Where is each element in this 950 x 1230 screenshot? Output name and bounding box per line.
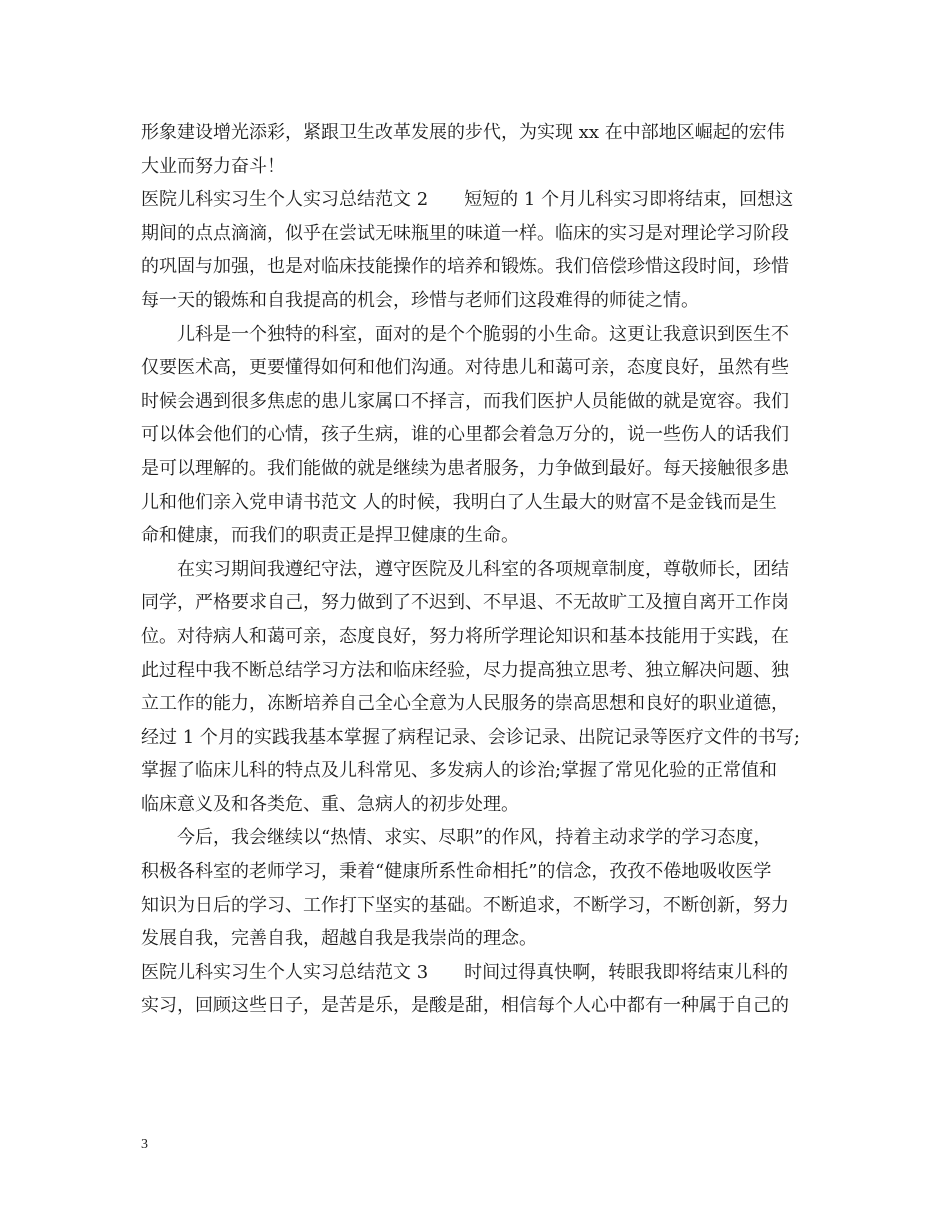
page-number: 3 (141, 1137, 148, 1152)
page-body (141, 116, 821, 1023)
text-line: 积极各科室的老师学习，秉着“健康所系性命相托”的信念，孜孜不倦地吸收医学 (141, 861, 772, 883)
text-line: 医院儿科实习生个人实习总结范文 3 时间过得真快啊，转眼我即将结束儿科的 (141, 961, 789, 983)
text-line: 每一天的锻炼和自我提高的机会，珍惜与老师们这段难得的师徒之情。 (141, 289, 699, 311)
text-line: 位。对待病人和蔼可亲，态度良好，努力将所学理论知识和基本技能用于实践，在 (141, 625, 789, 647)
text-line: 同学，严格要求自己，努力做到了不迟到、不早退、不无故旷工及擅自离开工作岗 (141, 592, 789, 614)
text-line: 临床意义及和各类危、重、急病人的初步处理。 (141, 793, 519, 815)
text-line: 可以体会他们的心情，孩子生病，谁的心里都会着急万分的，说一些伤人的话我们 (141, 424, 789, 446)
text-line: 命和健康，而我们的职责正是捍卫健康的生命。 (141, 525, 519, 547)
text-line: 时候会遇到很多焦虑的患儿家属口不择言，而我们医护人员能做的就是宽容。我们 (141, 390, 789, 412)
text-line: 经过 1 个月的实践我基本掌握了病程记录、会诊记录、出院记录等医疗文件的书写; (141, 726, 800, 748)
text-line: 期间的点点滴滴，似乎在尝试无味瓶里的味道一样。临床的实习是对理论学习阶段 (141, 222, 789, 244)
text-line: 儿和他们亲入党申请书范文 人的时候，我明白了人生最大的财富不是金钱而是生 (141, 491, 777, 513)
text-line: 大业而努力奋斗！ (141, 155, 285, 177)
text-line: 此过程中我不断总结学习方法和临床经验，尽力提高独立思考、独立解决问题、独 (141, 659, 789, 681)
text-line: 儿科是一个独特的科室，面对的是个个脆弱的小生命。这更让我意识到医生不 (141, 323, 789, 345)
text-line: 实习，回顾这些日子，是苦是乐，是酸是甜，相信每个人心中都有一种属于自己的 (141, 995, 789, 1017)
text-line: 形象建设增光添彩，紧跟卫生改革发展的步代，为实现 xx 在中部地区崛起的宏伟 (141, 122, 785, 143)
text-line: 医院儿科实习生个人实习总结范文 2 短短的 1 个月儿科实习即将结束，回想这 (141, 189, 794, 211)
text-line: 知识为日后的学习、工作打下坚实的基础。不断追求，不断学习，不断创新，努力 (141, 894, 789, 916)
text-line: 是可以理解的。我们能做的就是继续为患者服务，力争做到最好。每天接触很多患 (141, 457, 789, 479)
text-line: 立工作的能力，冻断培养自己全心全意为人民服务的崇高思想和良好的职业道德， (141, 693, 789, 715)
text-line: 的巩固与加强，也是对临床技能操作的培养和锻炼。我们倍偿珍惜这段时间，珍惜 (141, 256, 789, 278)
text-line: 在实习期间我遵纪守法，遵守医院及儿科室的各项规章制度，尊敬师长，团结 (141, 558, 789, 580)
text-line: 仅要医术高，更要懂得如何和他们沟通。对待患儿和蔼可亲，态度良好，虽然有些 (141, 357, 789, 379)
text-line: 掌握了临床儿科的特点及儿科常见、多发病人的诊治;掌握了常见化验的正常值和 (141, 760, 778, 782)
text-line: 今后，我会继续以“热情、求实、尽职”的作风，持着主动求学的学习态度， (141, 827, 772, 849)
text-line: 发展自我，完善自我，超越自我是我崇尚的理念。 (141, 928, 537, 950)
